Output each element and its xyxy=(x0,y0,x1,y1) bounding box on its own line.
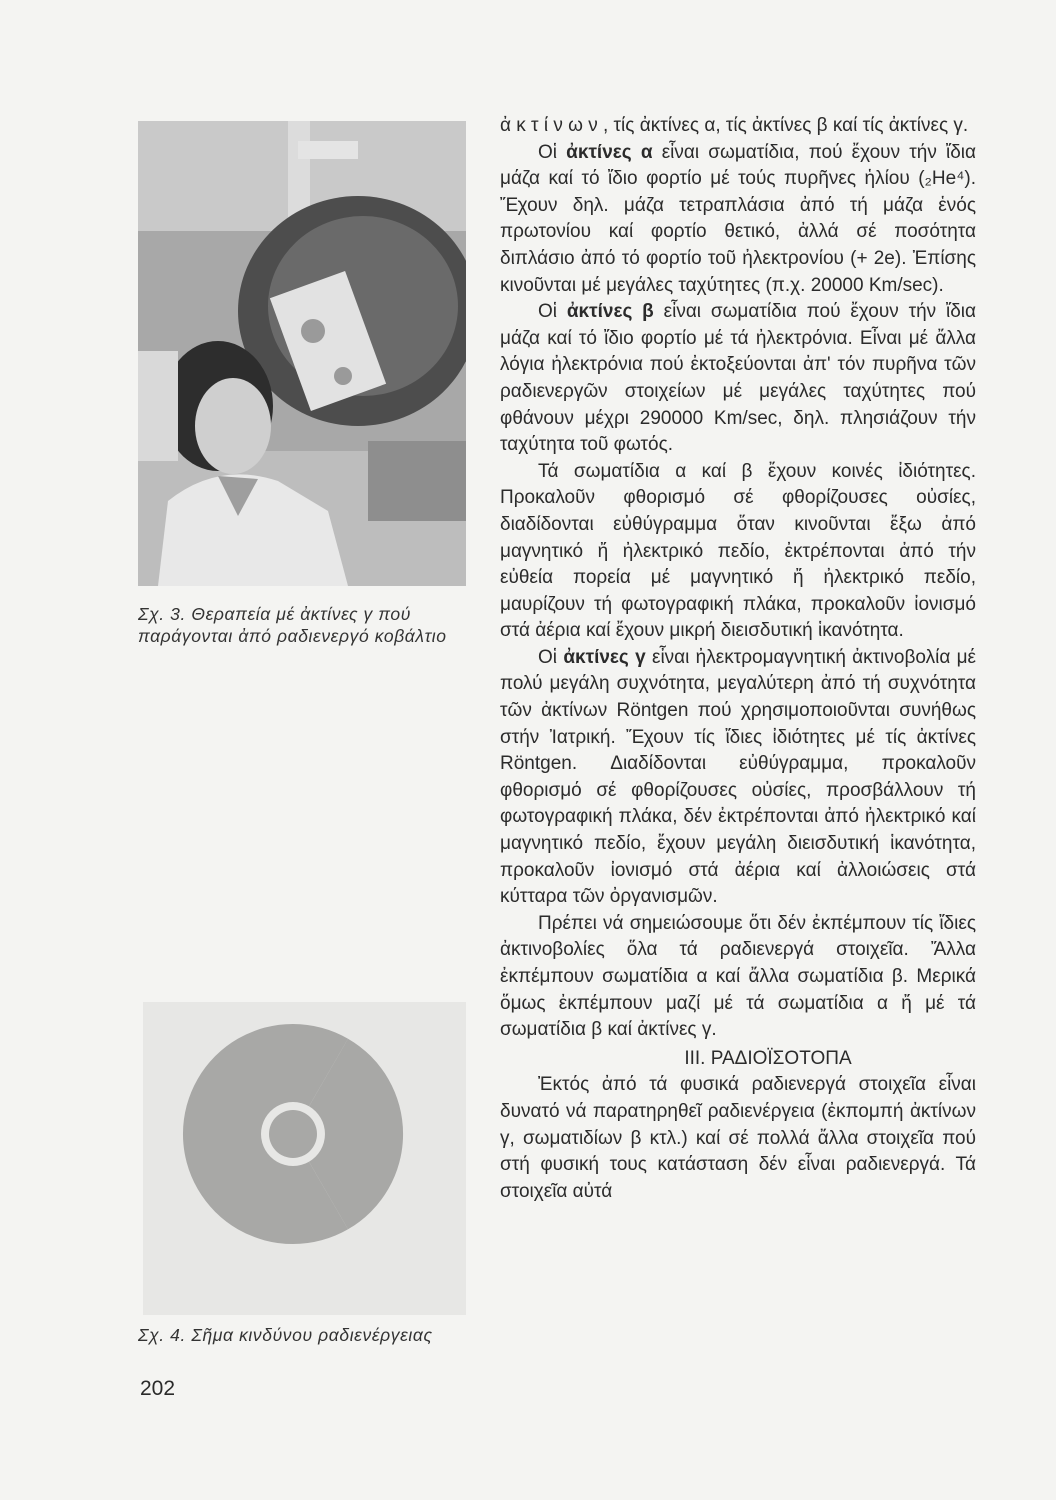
paragraph-alpha-rays: Οἱ ἀκτίνες α εἶναι σωματίδια, πού ἔχουν τήν ἴδια μάζα καί τό ἴδιο φορτίο μέ τούς πυρῆνες ἡλίου (₂He⁴). Ἔχουν δηλ. μάζα τετραπλάσια ἀπό τή μάζα ἑνός πρωτονίου καί φορτίο θετικό, ἀλλά σέ ποσότητα διπλάσιο ἀπό τό φορτίο τοῦ ἠλεκτρονίου (+ 2e). Ἐπίσης κινοῦνται μέ μεγάλες ταχύτητες (π.χ. 20000 Km/sec). xyxy=(500,141,976,296)
radiation-symbol-figure xyxy=(143,1002,466,1315)
paragraph-common-properties: Τά σωματίδια α καί β ἔχουν κοινές ἰδιότητες. Προκαλοῦν φθορισμό σέ φθορίζουσες οὐσίες, διαδίδονται εὐθύγραμμα ὅταν κινοῦνται ἔξω ἀπό μαγνητικό ἤ ἠλεκτρικό πεδίο, ἐκτρέπονται ἀπό τήν εὐθεία πορεία μέ μαγνητικό ἤ ἠλεκτρικό πεδίο, μαυρίζουν τή φωτογραφική πλάκα, προκαλοῦν ἰονισμό στά ἀέρια καί ἔχουν μικρή διεισδυτική ἱκανότητα. xyxy=(500,460,976,642)
paragraph: ἀ κ τ ί ν ω ν , τίς ἀκτίνες α, τίς ἀκτίνες β καί τίς ἀκτίνες γ. xyxy=(500,115,969,136)
term-alpha-rays: ἀκτίνες α xyxy=(566,141,653,163)
paragraph-gamma-rays: Οἱ ἀκτίνες γ εἶναι ἠλεκτρομαγνητική ἀκτινοβολία μέ πολύ μεγάλη συχνότητα, μεγαλύτερη ἀπό τή συχνότητα τῶν ἀκτίνων Röntgen πού χρησιμοποιοῦνται συνήθως στήν Ἰατρική. Ἔχουν τίς ἴδιες ἰδιότητες μέ τίς ἀκτίνες Röntgen. Διαδίδονται εὐθύγραμμα, προκαλοῦν φθορισμό σέ φθορίζουσες οὐσίες, προσβάλλουν τή φωτογραφική πλάκα, δέν ἐκτρέπονται ἀπό ἠλεκτρικό καί μαγνητικό πεδίο, ἔχουν μεγάλη διεισδυτική ἱκανότητα, προκαλοῦν ἰονισμό στά ἀέρια καί ἀλλοιώσεις στά κύτταρα τῶν ὀργανισμῶν. xyxy=(500,646,977,908)
term-beta-rays: ἀκτίνες β xyxy=(566,301,654,323)
figure-3-caption: Σχ. 3. Θεραπεία μέ ἀκτίνες γ πού παράγονται ἀπό ραδιενεργό κοβάλτιο xyxy=(138,604,447,646)
cobalt-therapy-photo xyxy=(138,121,466,586)
paragraph-emissions: Πρέπει νά σημειώσουμε ὅτι δέν ἐκπέμπουν τίς ἴδιες ἀκτινοβολίες ὅλα τά ραδιενεργά στοιχεῖα. Ἄλλα ἐκπέμπουν σωματίδια α καί ἄλλα σωματίδια β. Μερικά ὅμως ἐκπέμπουν μαζί μέ τά σωματίδια α ἤ μέ τά σωματίδια β καί ἀκτίνες γ. xyxy=(500,912,976,1041)
paragraph-radioisotopes: Ἐκτός ἀπό τά φυσικά ραδιενεργά στοιχεῖα εἶναι δυνατό νά παρατηρηθεῖ ραδιενέργεια (ἐκπομπή ἀκτίνων γ, σωματιδίων β κτλ.) καί σέ πολλά ἄλλα στοιχεῖα πού στή φυσική τους κατάσταση δέν εἶναι ραδιενεργά. Τά στοιχεῖα αὐτά xyxy=(500,1074,976,1202)
radiation-trefoil-icon xyxy=(155,1002,403,1277)
figure-4-caption: Σχ. 4. Σῆμα κινδύνου ραδιενέργειας xyxy=(138,1325,433,1345)
body-text-column xyxy=(500,113,976,1205)
term-gamma-rays: ἀκτίνες γ xyxy=(563,646,646,668)
page-number: 202 xyxy=(140,1377,176,1400)
paragraph-beta-rays: Οἱ ἀκτίνες β εἶναι σωματίδια πού ἔχουν τήν ἴδια μάζα καί τό ἴδιο φορτίο μέ τά ἠλεκτρόνια. Εἶναι μέ ἄλλα λόγια ἠλεκτρόνια πού ἐκτοξεύονται ἀπ' τόν πυρῆνα τῶν ραδιενεργῶν στοιχείων μέ μεγάλες ταχύτητες πού φθάνουν μέχρι 290000 Km/sec, δηλ. πλησιάζουν τήν ταχύτητα τοῦ φωτός. xyxy=(500,301,976,456)
section-heading: III. ΡΑΔΙΟΪΣΟΤΟΠΑ xyxy=(684,1047,852,1069)
